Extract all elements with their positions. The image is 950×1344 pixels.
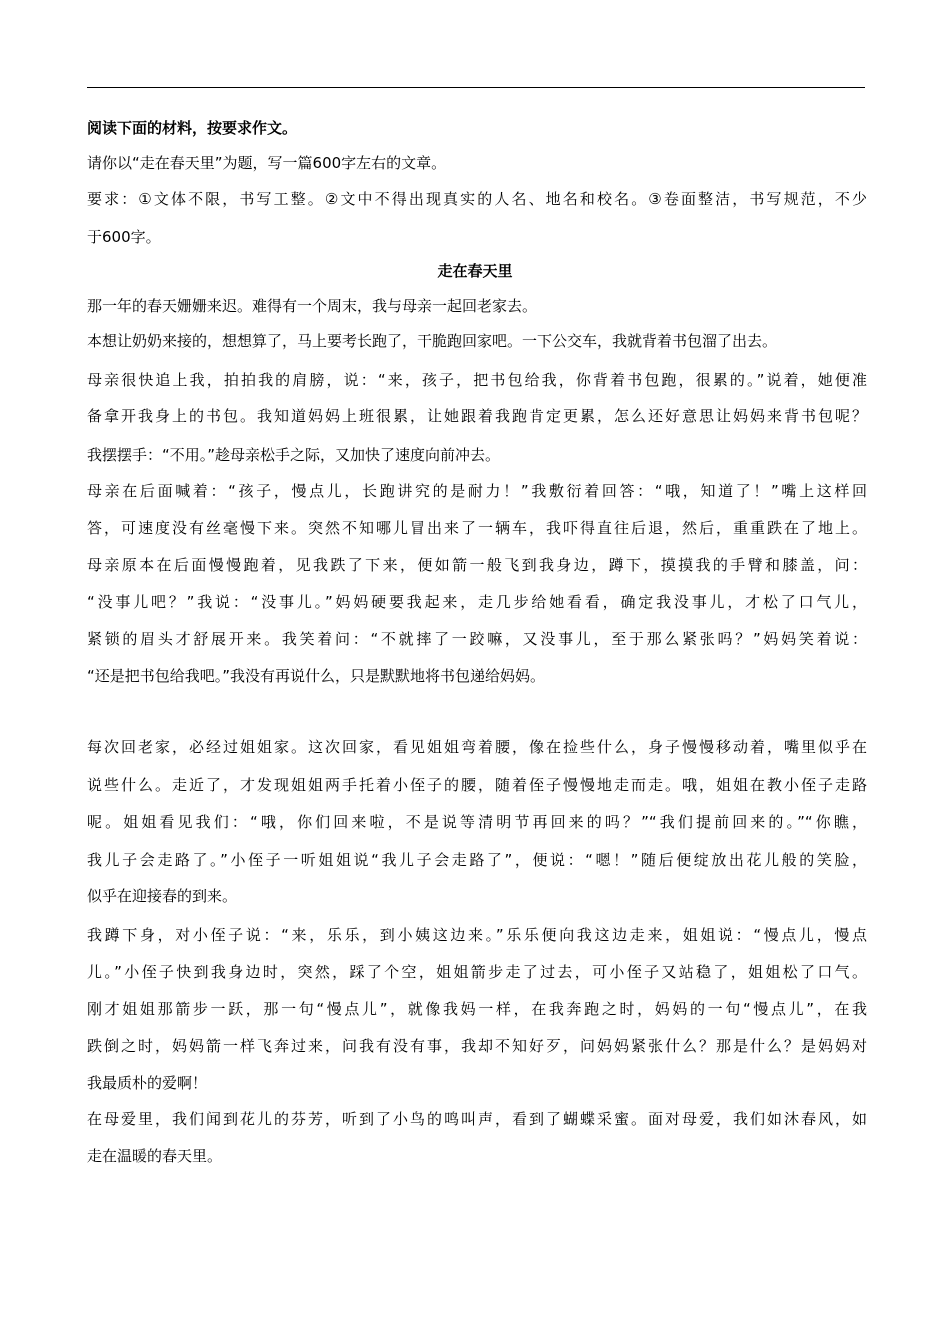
essay-line: 我最质朴的爱啊！: [87, 1074, 208, 1092]
essay-line: 跌倒之时，妈妈箭一样飞奔过来，问我有没有事，我却不知好歹，问妈妈紧张什么？那是什么？是妈妈对: [87, 1037, 867, 1055]
essay-line: 答，可速度没有丝毫慢下来。突然不知哪儿冒出来了一辆车，我吓得直往后退，然后，重重跌在了地上。: [87, 519, 867, 537]
essay-line: 似乎在迎接春的到来。: [87, 887, 238, 905]
essay-line: 母亲在后面喊着：“孩子，慢点儿，长跑讲究的是耐力！”我敷衍着回答：“哦，知道了！”嘴上这样回: [87, 482, 867, 500]
essay-line: 刚才姐姐那箭步一跃，那一句“慢点儿”，就像我妈一样，在我奔跑之时，妈妈的一句“慢点儿”，在我: [87, 1000, 867, 1018]
header-rule: [87, 87, 865, 88]
essay-line: 儿。”小侄子快到我身边时，突然，踩了个空，姐姐箭步走了过去，可小侄子又站稳了，姐姐松了口气。: [87, 963, 867, 981]
essay-line: 说些什么。走近了，才发现姐姐两手托着小侄子的腰，随着侄子慢慢地走而走。哦，姐姐在教小侄子走路: [87, 776, 867, 794]
prompt-task: 请你以“走在春天里”为题，写一篇600字左右的文章。: [87, 154, 447, 172]
prompt-heading: 阅读下面的材料，按要求作文。: [87, 119, 298, 137]
essay-line: 每次回老家，必经过姐姐家。这次回家，看见姐姐弯着腰，像在捡些什么，身子慢慢移动着，嘴里似乎在: [87, 738, 867, 756]
essay-line: 走在温暖的春天里。: [87, 1147, 223, 1165]
essay-title: 走在春天里: [437, 262, 513, 280]
essay-line: “没事儿吧？”我说：“没事儿。”妈妈硬要我起来，走几步给她看看，确定我没事儿，才松了口气儿，: [87, 593, 867, 611]
prompt-requirements-line-1: 要求：①文体不限，书写工整。②文中不得出现真实的人名、地名和校名。③卷面整洁，书写规范，不少: [87, 190, 867, 208]
essay-line: “还是把书包给我吧。”我没有再说什么，只是默默地将书包递给妈妈。: [87, 667, 546, 685]
essay-line: 我蹲下身，对小侄子说：“来，乐乐，到小姨这边来。”乐乐便向我这边走来，姐姐说：“慢点儿，慢点: [87, 926, 867, 944]
essay-line: 我儿子会走路了。”小侄子一听姐姐说“我儿子会走路了”，便说：“嗯！”随后便绽放出花儿般的笑脸，: [87, 851, 867, 869]
essay-line: 备拿开我身上的书包。我知道妈妈上班很累，让她跟着我跑肯定更累，怎么还好意思让妈妈来背书包呢？: [87, 407, 867, 425]
essay-line: 那一年的春天姗姗来迟。难得有一个周末，我与母亲一起回老家去。: [87, 297, 538, 315]
essay-line: 紧锁的眉头才舒展开来。我笑着问：“不就摔了一跤嘛，又没事儿，至于那么紧张吗？”妈妈笑着说：: [87, 630, 867, 648]
essay-line: 本想让奶奶来接的，想想算了，马上要考长跑了，干脆跑回家吧。一下公交车，我就背着书包溜了出去。: [87, 332, 778, 350]
essay-line: 我摆摆手：“不用。”趁母亲松手之际，又加快了速度向前冲去。: [87, 446, 501, 464]
essay-line: 母亲很快追上我，拍拍我的肩膀，说：“来，孩子，把书包给我，你背着书包跑，很累的。”说着，她便准: [87, 371, 867, 389]
prompt-requirements-line-2: 于600字。: [87, 228, 161, 246]
essay-line: 呢。姐姐看见我们：“哦，你们回来啦，不是说等清明节再回来的吗？”“我们提前回来的。”“你瞧，: [87, 813, 867, 831]
essay-line: 母亲原本在后面慢慢跑着，见我跌了下来，便如箭一般飞到我身边，蹲下，摸摸我的手臂和膝盖，问：: [87, 556, 867, 574]
essay-line: 在母爱里，我们闻到花儿的芬芳，听到了小鸟的鸣叫声，看到了蝴蝶采蜜。面对母爱，我们如沐春风，如: [87, 1110, 867, 1128]
